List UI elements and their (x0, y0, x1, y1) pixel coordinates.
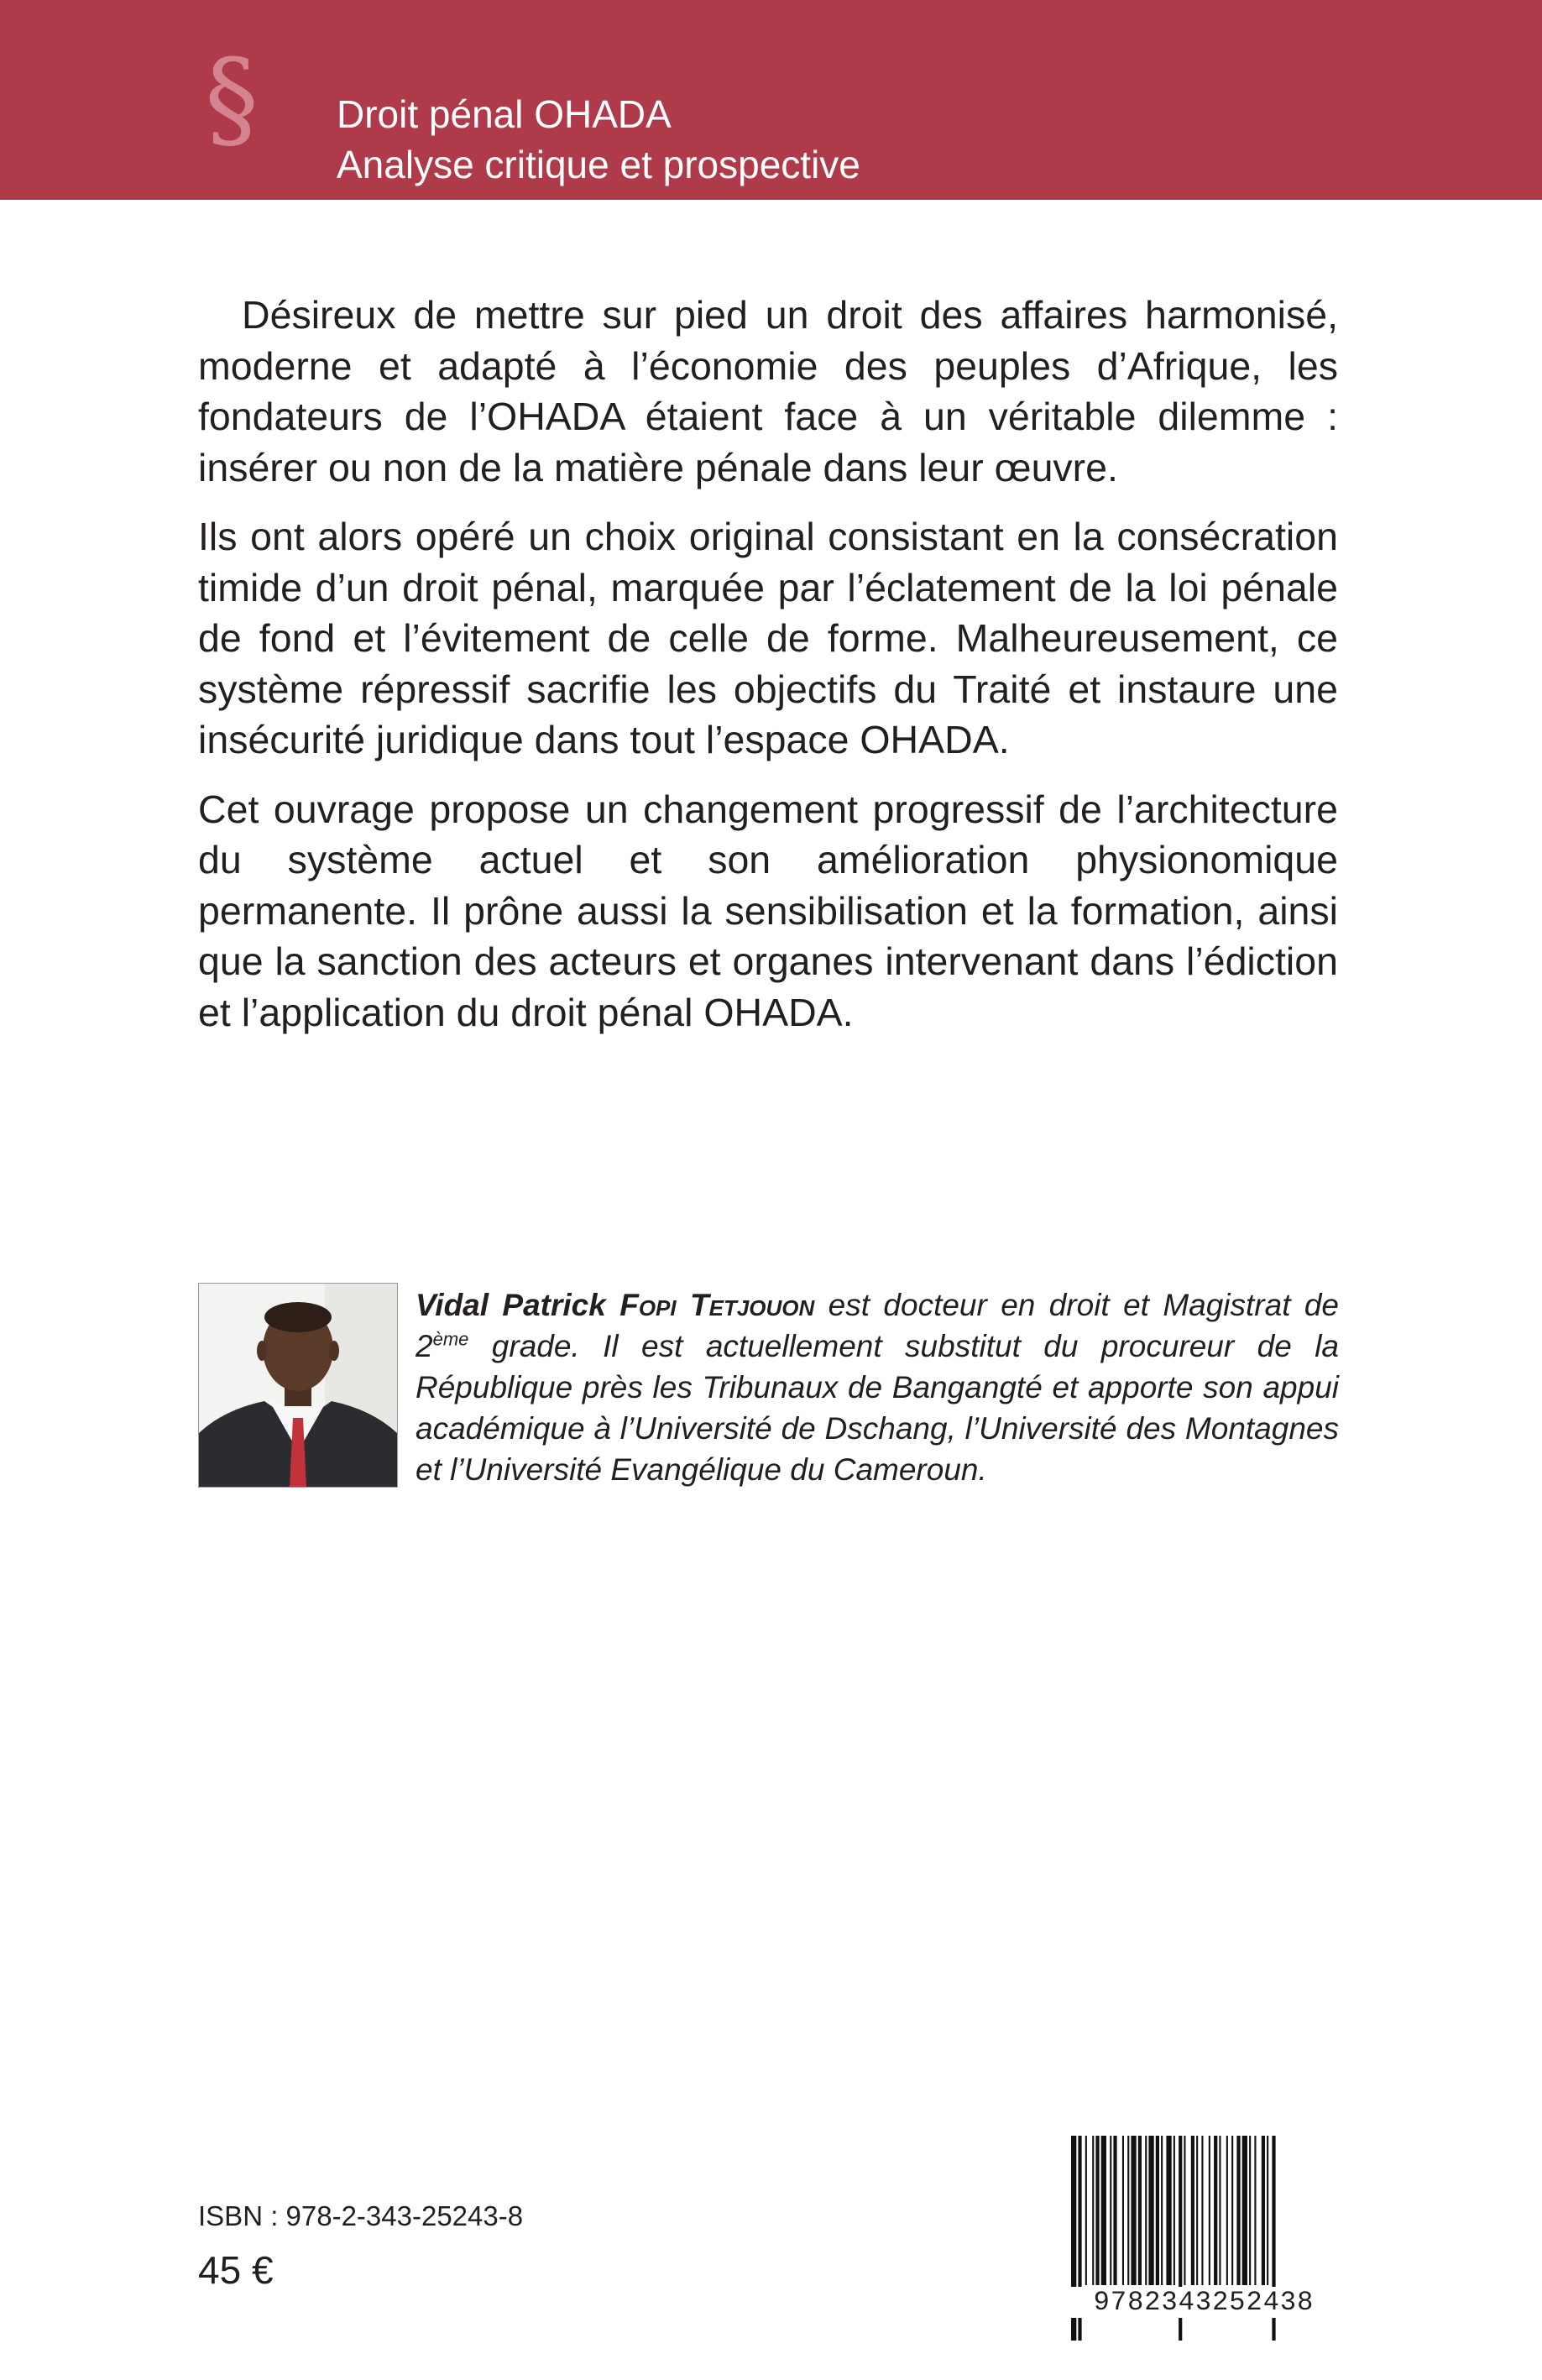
blurb-paragraph: Cet ouvrage propose un changement progressif de l’architecture du système actuel et son amélioration physionomique permanente. Il prône aussi la sensibilisation et la formation, ainsi que la sanction des acteurs et organes intervenant dans l’édiction et l’application du droit pénal OHADA. (198, 787, 1338, 1034)
barcode-bar (1122, 2136, 1124, 2285)
author-bio-text-continued: grade. Il est actuellement substitut du procureur de la République près les Tribunaux de Bangangté et apporte son appui académique à l’Université de Dschang, l’Université des Montagnes et l’Université Evangélique du Cameroun. (416, 1329, 1339, 1487)
author-portrait-icon (199, 1284, 397, 1487)
subtitle-line: Analyse critique et prospective (337, 143, 860, 186)
barcode-bar (1101, 2136, 1106, 2285)
barcode-bar (1092, 2136, 1094, 2285)
author-bio (416, 1284, 1339, 1490)
barcode-bar (1156, 2136, 1159, 2285)
barcode-bar (1173, 2136, 1175, 2285)
barcode-bar (1131, 2136, 1136, 2285)
barcode-bar (1127, 2136, 1129, 2285)
barcode-bar (1166, 2136, 1171, 2285)
barcode-bar (1236, 2136, 1240, 2285)
barcode-bar (1201, 2136, 1203, 2285)
barcode-bar (1184, 2136, 1185, 2285)
barcode-bar (1110, 2136, 1111, 2285)
barcode-bar (1242, 2136, 1247, 2285)
barcode-bar (1209, 2136, 1210, 2285)
barcode-bar (1226, 2136, 1228, 2285)
barcode-bar (1085, 2136, 1087, 2285)
section-symbol-icon: § (205, 37, 259, 162)
price-text: 45 € (198, 2248, 274, 2292)
barcode-digits: 9782343252438 (1067, 2287, 1341, 2318)
barcode-bar (1214, 2136, 1217, 2285)
author-bio-text: est docteur en droit et Magistrat de 2 (416, 1288, 1340, 1363)
blurb-paragraph: Ils ont alors opéré un choix original consistant en la consécration timide d’un droit pénal, marquée par l’éclatement de la loi pénale de fond et l’évitement de celle de forme. Malheureusement, ce système répressif sacrifie les objectifs du Traité et instaure une insécurité juridique dans tout l’espace OHADA. (198, 515, 1338, 761)
barcode-bar (1262, 2136, 1265, 2285)
barcode-bar (1095, 2136, 1099, 2285)
barcode-bar (1267, 2136, 1268, 2285)
author-first-name: Vidal Patrick (416, 1288, 606, 1322)
barcode-bar (1254, 2136, 1256, 2285)
barcode-bar (1219, 2136, 1221, 2285)
author-bio-superscript: ème (432, 1328, 469, 1350)
title-line-1: Droit pénal OHADA (337, 92, 672, 136)
book-title (337, 89, 860, 190)
barcode-bar (1249, 2136, 1251, 2285)
isbn-text: ISBN : 978-2-343-25243-8 (198, 2200, 524, 2231)
barcode-bar (1148, 2136, 1153, 2285)
barcode-bar (1231, 2136, 1233, 2285)
barcode-bar (1191, 2136, 1194, 2285)
blurb-paragraph: Désireux de mettre sur pied un droit des affaires harmonisé, moderne et adapté à l’économie des peuples d’Afrique, les fondateurs de l’OHADA étaient face à un véritable dilemme : insérer ou non de la matière pénale dans leur œuvre. (198, 293, 1338, 489)
barcode-bar (1113, 2136, 1116, 2285)
barcode-bar (1161, 2136, 1163, 2285)
author-last-name: Fopi Tetjouon (619, 1288, 815, 1322)
barcode-bar (1145, 2136, 1147, 2285)
back-cover-blurb (198, 290, 1338, 1056)
author-photo (198, 1283, 398, 1488)
barcode-bar (1196, 2136, 1198, 2285)
barcode-bar (1138, 2136, 1142, 2285)
